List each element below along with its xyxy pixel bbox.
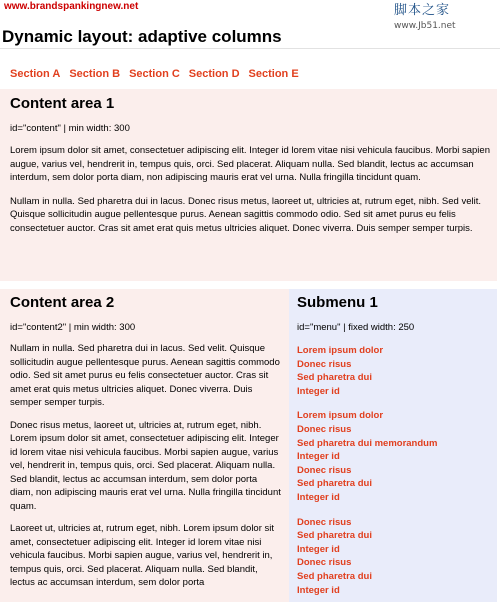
submenu-link-group bbox=[297, 409, 491, 504]
submenu-link[interactable]: Sed pharetra dui bbox=[297, 372, 372, 384]
submenu-link[interactable]: Sed pharetra dui bbox=[297, 530, 372, 542]
nav-section-e[interactable]: Section E bbox=[248, 68, 299, 80]
submenu-link[interactable]: Donec risus bbox=[297, 423, 352, 435]
content-area-2-heading: Content area 2 bbox=[10, 294, 115, 311]
submenu-heading: Submenu 1 bbox=[297, 294, 378, 311]
content-area-1 bbox=[0, 89, 497, 281]
submenu-meta: id="menu" | fixed width: 250 bbox=[297, 322, 415, 333]
submenu-link[interactable]: Sed pharetra dui bbox=[297, 478, 372, 490]
nav-section-a[interactable]: Section A bbox=[10, 68, 61, 80]
submenu-link[interactable]: Integer id bbox=[297, 491, 340, 503]
site-url-link[interactable]: www.brandspankingnew.net bbox=[4, 1, 139, 12]
submenu-link[interactable]: Integer id bbox=[297, 385, 340, 397]
watermark-top: 脚本之家 bbox=[394, 3, 451, 18]
nav-section-c[interactable]: Section C bbox=[129, 68, 180, 80]
watermark-bottom: www.Jb51.net bbox=[394, 21, 456, 31]
watermark bbox=[394, 2, 494, 34]
nav-section-b[interactable]: Section B bbox=[69, 68, 121, 80]
content-area-1-paragraph: Lorem ipsum dolor sit amet, consectetuer adipiscing elit. Integer id lorem vitae nisi vehicula faucibus. Morbi sapien augue, varius vel, hendrerit in, tempus quis, orci. Sed placerat. Aliquam nulla. Sed blandit, lectus ac accumsan interdum, sem dolor porta diam, non adipiscing mauris erat vel urna. Nulla fringilla tincidunt quam. bbox=[10, 145, 490, 183]
page-title: Dynamic layout: adaptive columns bbox=[2, 27, 282, 46]
content-area-1-meta: id="content" | min width: 300 bbox=[10, 123, 130, 134]
submenu-link[interactable]: Sed pharetra dui memorandum bbox=[297, 437, 438, 449]
content-area-2-paragraph: Donec risus metus, laoreet ut, ultricies at, rutrum eget, nibh. Lorem ipsum dolor sit amet, consectetuer adipiscing elit. Integer id lorem vitae nisi vehicula faucibus. Morbi sapien augue, varius vel, hendrerit in, tempus quis, orci. Sed placerat. Aliquam nulla. Sed blandit, lectus ac accumsan interdum, sem dolor porta diam, non adipiscing mauris erat vel urna. Nulla fringilla tincidunt quam. bbox=[10, 419, 281, 512]
submenu-link[interactable]: Integer id bbox=[297, 543, 340, 555]
submenu-link-group bbox=[297, 344, 491, 398]
submenu-link[interactable]: Integer id bbox=[297, 584, 340, 596]
section-nav bbox=[10, 68, 308, 80]
content-area-2-paragraph: Laoreet ut, ultricies at, rutrum eget, nibh. Lorem ipsum dolor sit amet, consectetuer adipiscing elit. Integer id lorem vitae nisi vehicula faucibus. Morbi sapien augue, varius vel, hendrerit in, tempus quis, orci. Sed placerat. Aliquam nulla. Sed blandit, lectus ac accumsan interdum, sem dolor porta bbox=[10, 523, 275, 588]
submenu-link[interactable]: Donec risus bbox=[297, 464, 352, 476]
content-area-2-meta: id="content2" | min width: 300 bbox=[10, 322, 136, 333]
submenu-link[interactable]: Lorem ipsum dolor bbox=[297, 410, 384, 422]
content-area-1-heading: Content area 1 bbox=[10, 95, 115, 112]
header-divider bbox=[0, 48, 500, 49]
submenu-link[interactable]: Integer id bbox=[297, 451, 340, 463]
submenu-1 bbox=[289, 289, 497, 602]
submenu-link[interactable]: Donec risus bbox=[297, 358, 352, 370]
submenu-link[interactable]: Sed pharetra dui bbox=[297, 570, 372, 582]
submenu-link[interactable]: Donec risus bbox=[297, 557, 352, 569]
content-area-2 bbox=[0, 289, 289, 602]
content-area-2-paragraph: Nullam in nulla. Sed pharetra dui in lacus. Sed velit. Quisque sollicitudin augue pellentesque purus. Aenean sagittis commodo odio. Sed sit amet purus eu felis consectetuer auctor. Cras sit amet erat quis metus ultricies aliquet. Donec viverra. Duis semper semper turpis. bbox=[10, 343, 280, 408]
nav-section-d[interactable]: Section D bbox=[188, 68, 240, 80]
submenu-link[interactable]: Lorem ipsum dolor bbox=[297, 345, 384, 356]
submenu-link-group bbox=[297, 516, 491, 598]
submenu-link[interactable]: Donec risus bbox=[297, 516, 352, 528]
content-area-1-paragraph: Nullam in nulla. Sed pharetra dui in lacus. Donec risus metus, laoreet ut, ultricies at, rutrum eget, nibh. Sed velit. Quisque sollicitudin augue pellentesque purus. Aenean sagittis commodo odio. Sed sit amet purus eu felis consectetuer auctor. Cras sit amet erat quis metus ultricies aliquet. Donec viverra. Duis semper semper turpis. bbox=[10, 195, 482, 234]
